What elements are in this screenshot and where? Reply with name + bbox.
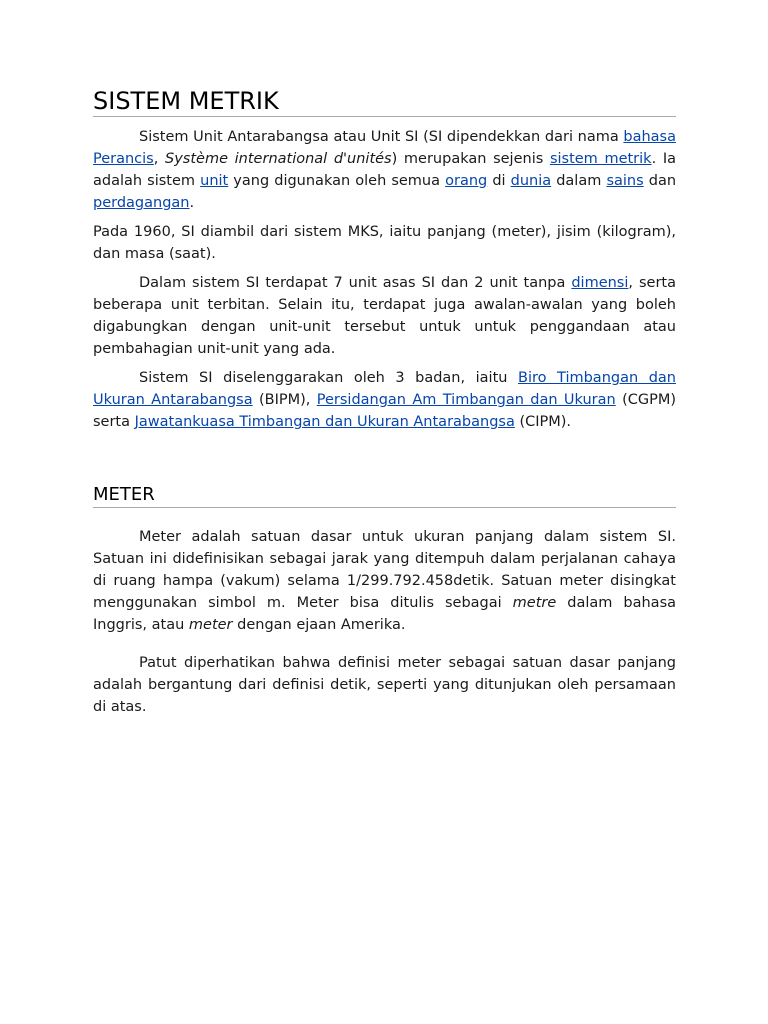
section-meter <box>93 483 676 718</box>
heading-sistem-metrik: SISTEM METRIK <box>93 86 676 117</box>
text-span: Sistem SI diselenggarakan oleh 3 badan, iaitu <box>139 370 519 386</box>
text-span: dalam bahasa Inggris, atau <box>93 595 677 633</box>
text-span: (CIPM). <box>514 414 572 430</box>
link-sains[interactable]: sains <box>606 173 644 189</box>
text-span: dengan ejaan Amerika. <box>232 617 406 633</box>
text-span: . <box>189 195 195 211</box>
link-bipm[interactable]: Biro Timbangan dan Ukuran Antarabangsa <box>93 370 676 408</box>
link-orang[interactable]: orang <box>445 173 488 189</box>
text-span: ) merupakan sejenis <box>391 151 550 167</box>
text-span: Sistem Unit Antarabangsa atau Unit SI (SI dipendekkan dari nama <box>139 129 624 145</box>
link-cipm[interactable]: Jawatankuasa Timbangan dan Ukuran Antarabangsa <box>134 414 515 430</box>
italic-meter: meter <box>188 617 233 633</box>
text-span: (CGPM) serta <box>93 392 676 430</box>
italic-metre: metre <box>512 595 557 611</box>
paragraph-intro <box>93 126 676 214</box>
link-unit[interactable]: unit <box>200 173 229 189</box>
text-span: , <box>153 151 166 167</box>
document-content <box>93 86 676 718</box>
italic-french-name: Système international d'unités <box>165 151 392 167</box>
text-span: dalam <box>551 173 607 189</box>
link-dimensi[interactable]: dimensi <box>571 275 629 291</box>
paragraph-unit-asas <box>93 272 676 360</box>
text-span: dan <box>643 173 677 189</box>
link-sistem-metrik[interactable]: sistem metrik <box>549 151 652 167</box>
link-dunia[interactable]: dunia <box>510 173 552 189</box>
paragraph-badan <box>93 367 676 433</box>
text-span: di <box>487 173 511 189</box>
link-perdagangan[interactable]: perdagangan <box>93 195 190 211</box>
text-span: Dalam sistem SI terdapat 7 unit asas SI dan 2 unit tanpa <box>139 275 572 291</box>
text-span: Meter adalah satuan dasar untuk ukuran panjang dalam sistem SI. Satuan ini didefinisikan sebagai jarak yang ditempuh dalam perjalanan cahaya di ruang hampa (vakum) selama 1/299.792.458detik. Satuan meter disingkat menggunakan simbol m. Meter bisa ditulis sebagai <box>93 529 676 611</box>
text-span: yang digunakan oleh semua <box>228 173 446 189</box>
link-cgpm[interactable]: Persidangan Am Timbangan dan Ukuran <box>316 392 616 408</box>
paragraph-meter-note: Patut diperhatikan bahwa definisi meter sebagai satuan dasar panjang adalah bergantung dari definisi detik, seperti yang ditunjukan oleh persamaan di atas. <box>93 655 676 715</box>
paragraph-1960: Pada 1960, SI diambil dari sistem MKS, iaitu panjang (meter), jisim (kilogram), dan masa (saat). <box>93 224 676 262</box>
heading-meter: METER <box>93 483 676 508</box>
text-span: (BIPM), <box>252 392 317 408</box>
text-span: . Ia adalah sistem <box>93 151 676 189</box>
section-sistem-metrik <box>93 86 676 433</box>
link-bahasa-perancis[interactable]: bahasa Perancis <box>93 129 676 167</box>
text-span: , serta beberapa unit terbitan. Selain itu, terdapat juga awalan-awalan yang boleh digabungkan dengan unit-unit tersebut untuk untuk penggandaan atau pembahagian unit-unit yang ada. <box>93 275 676 357</box>
paragraph-meter-definition <box>93 526 676 636</box>
